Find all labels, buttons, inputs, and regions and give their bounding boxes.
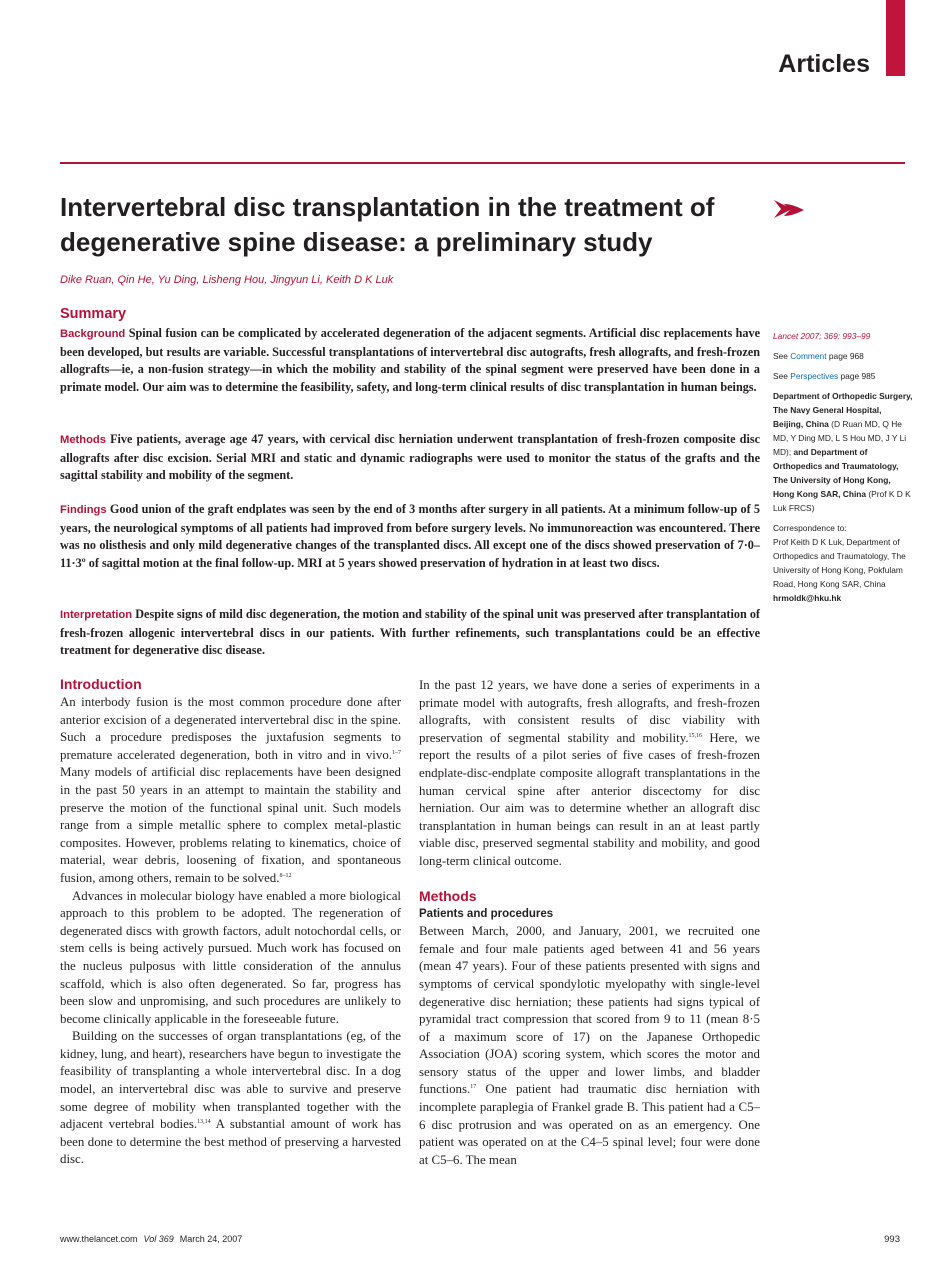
ref-8-12[interactable]: 8–12 — [279, 872, 292, 879]
intro-paragraph-1: An interbody fusion is the most common procedure done after anterior excision of a degenerated intervertebral disc in the spine. Such a procedure predisposes the juxtafusion segments to premature accelerated degeneration, both in vitro and in vivo.$^{1-7}$ Many models of artificial disc replacements have been designed in the past 50 years in an attempt to maintain the stability and preserve the motion of the functional spinal unit. Such models range from a simple metallic sphere to complex metal-plastic composites. However, problems relating to kinematics, choice of material, wear debris, loosening of fixation, and spontaneous fusion, among others, remain to be solved.$^{8-12}$ — [60, 695, 401, 885]
body-column-right — [419, 677, 760, 1169]
intro-paragraph-2: Advances in molecular biology have enabled a more biological approach to this problem to be adopted. The regeneration of degenerated discs with growth factors, adult notochordal cells, or stem cells is being actively pursued. Much work has focused on the nucleus pulposus with little consideration of the annulus scaffold, which is also often degenerated. So far, progress has been slow and unpromising, and such procedures are unlikely to become clinically applicable in the foreseeable future. — [60, 888, 401, 1026]
correspondence-email[interactable]: hrmoldk@hku.hk — [773, 593, 842, 603]
citation: Lancet 2007; 369: 993–99 — [773, 331, 871, 341]
correspondence-label: Correspondence to: — [773, 523, 847, 533]
article-title: Intervertebral disc transplantation in the treatment of degenerative spine disease: a preliminary study — [60, 192, 715, 257]
journal-website[interactable]: www.thelancet.com — [60, 1234, 138, 1244]
footer-citation — [60, 1234, 248, 1244]
ref-13-14[interactable]: 13,14 — [197, 1119, 211, 1126]
methods-text: Five patients, average age 47 years, with cervical disc herniation underwent transplantation of fresh-frozen composite disc allografts after disc excision. Serial MRI and static and dynamic radiographs were used to monitor the status of the grafts and the sagittal stability and mobility of the segment. — [60, 432, 760, 483]
affiliations: Department of Orthopedic Surgery, The Navy General Hospital, Beijing, China (D Ruan MD, Q He MD, Y Ding MD, L S Hou MD, J Y Li MD); and Department of Orthopedics and Traumatology, The University of Hong Kong, Hong Kong SAR, China (Prof K D K Luk FRCS) — [773, 391, 913, 513]
comment-link[interactable]: Comment — [790, 351, 827, 361]
intro-paragraph-3: Building on the successes of organ transplantations (eg, of the kidney, lung, and heart), researchers have begun to investigate the feasibility of transplanting a whole intervertebral disc. In a dog model, an intervertebral disc was able to survive and preserve some degree of mobility when transplanted together with the adjacent vertebral bodies.$^{13,14}$ A substantial amount of work has been done to determine the best method of preserving a harvested disc. — [60, 1029, 401, 1167]
ref-17[interactable]: 17 — [470, 1084, 477, 1091]
header-rule — [60, 162, 905, 164]
see-perspectives: See Perspectives page 985 — [773, 371, 876, 381]
findings-text: Good union of the graft endplates was seen by the end of 3 months after surgery in all patients. At a minimum follow-up of 5 years, the neurological symptoms of all patients had improved from before surgery levels. No immunoreaction was encountered. There was no olisthesis and only mild degenerative changes of the transplanted discs. All except one of the discs showed preservation of 7·0–11·3º of sagittal motion at the final follow-up. MRI at 5 years showed preservation of hydration in at least two discs. — [60, 502, 761, 570]
methods-heading: Methods — [419, 887, 477, 904]
background-text: Spinal fusion can be complicated by accelerated degeneration of the adjacent segments. Artificial disc replacements have been developed, but results are variable. Successful transplantations of intervertebral disc autografts, fresh allografts, and fresh-frozen allografts—ie, a non-fusion strategy—in which the mobility and stability of the spinal segment were preserved have been done in a primate model. Our aim was to determine the feasibility, safety, and long-term clinical results of disc transplantation in human beings. — [60, 326, 761, 394]
abstract-interpretation — [60, 606, 760, 660]
background-label: Background — [60, 328, 126, 340]
lancet-arrow-icon — [772, 196, 806, 224]
abstract-background — [60, 325, 760, 396]
introduction-heading: Introduction — [60, 676, 142, 692]
interpretation-text: Despite signs of mild disc degeneration, the motion and stability of the spinal unit was preserved after transplantation of fresh-frozen allogenic intervertebral discs in our patients. With further refinements, such transplantations could be an effective treatment for degenerative disc disease. — [60, 607, 760, 658]
sidebar-notes — [773, 329, 913, 605]
methods-paragraph-1: Between March, 2000, and January, 2001, we recruited one female and four male patients aged between 41 and 56 years (mean 47 years). Four of these patients presented with signs and symptoms of cervical spondylotic myelopathy with single-level degenerative disc herniation; these patients had signs typical of pyramidal tract compression that scored from 9 to 11 (mean 8·5 of a maximum score of 17) on the Japanese Orthopedic Association (JOA) scoring system, which scores the motor and sensory status of the upper and lower limbs, and bladder functions.$^{17}$ One patient had traumatic disc herniation with incomplete paraplegia of Frankel grade B. This patient had a C5–6 disc protrusion and was operated on as an emergency. One patient was operated on at the C4–5 spinal level; four were done at C5–6. The mean — [419, 924, 760, 1167]
body-column-left — [60, 675, 401, 1169]
page-number: 993 — [884, 1234, 900, 1245]
see-comment: See Comment page 968 — [773, 351, 864, 361]
ref-15-16[interactable]: 15,16 — [688, 732, 703, 739]
corner-accent-bar — [886, 0, 905, 76]
volume: Vol 369 — [143, 1234, 174, 1244]
perspectives-link[interactable]: Perspectives — [790, 371, 839, 381]
methods-label: Methods — [60, 434, 106, 446]
ref-1-7[interactable]: 1–7 — [392, 749, 401, 756]
intro-paragraph-4: In the past 12 years, we have done a series of experiments in a primate model with autografts, fresh allografts, and fresh-frozen allografts, with consistent results of disc viability with preservation of segmental stability and mobility.$^{15,16}$ Here, we report the results of a pilot series of five cases of fresh-frozen endplate-disc-endplate composite allograft transplantations in the human cervical spine after anterior discectomy for disc herniation. Our aim was to determine whether an allograft disc transplantation in human beings can result in an at least partly viable disc, preserved segmental stability and mobility, and good long-term clinical outcome. — [419, 678, 760, 868]
interpretation-label: Interpretation — [60, 609, 133, 621]
patients-procedures-subheading: Patients and procedures — [419, 907, 554, 920]
abstract-methods — [60, 431, 760, 485]
correspondence-address: Prof Keith D K Luk, Department of Orthopedics and Traumatology, The University of Hong Kong, Pokfulam Road, Hong Kong SAR, China — [773, 537, 906, 589]
issue-date: March 24, 2007 — [179, 1234, 243, 1244]
author-list: Dike Ruan, Qin He, Yu Ding, Lisheng Hou, Jingyun Li, Keith D K Luk — [60, 274, 394, 286]
section-label: Articles — [778, 50, 870, 78]
abstract-findings — [60, 501, 760, 572]
findings-label: Findings — [60, 504, 107, 516]
summary-heading: Summary — [60, 306, 127, 322]
